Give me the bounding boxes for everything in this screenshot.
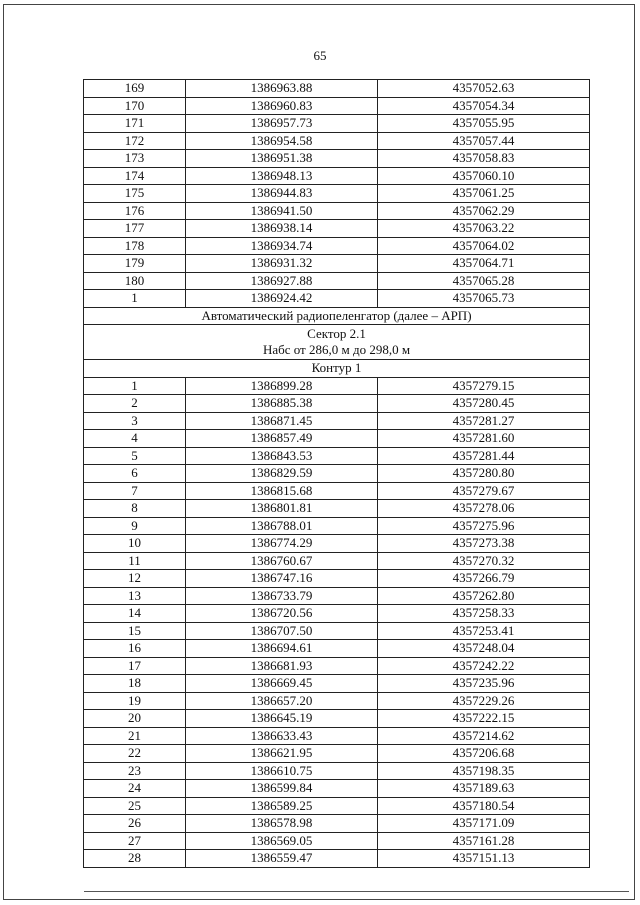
y-coordinate-cell: 4357262.80 — [378, 587, 590, 605]
y-coordinate-cell: 4357229.26 — [378, 692, 590, 710]
y-coordinate-cell: 4357266.79 — [378, 570, 590, 588]
y-coordinate-cell: 4357275.96 — [378, 517, 590, 535]
y-coordinate-cell: 4357062.29 — [378, 202, 590, 220]
table-row — [84, 150, 590, 168]
point-number-cell: 169 — [84, 80, 186, 98]
x-coordinate-cell: 1386720.56 — [186, 605, 378, 623]
x-coordinate-cell: 1386857.49 — [186, 430, 378, 448]
table-row — [84, 710, 590, 728]
table-row — [84, 675, 590, 693]
y-coordinate-cell: 4357198.35 — [378, 762, 590, 780]
x-coordinate-cell: 1386927.88 — [186, 272, 378, 290]
point-number-cell: 14 — [84, 605, 186, 623]
x-coordinate-cell: 1386829.59 — [186, 465, 378, 483]
table-row — [84, 395, 590, 413]
sector-title: Сектор 2.1 — [307, 325, 366, 341]
point-number-cell: 172 — [84, 132, 186, 150]
x-coordinate-cell: 1386899.28 — [186, 377, 378, 395]
point-number-cell: 1 — [84, 377, 186, 395]
point-number-cell: 179 — [84, 255, 186, 273]
x-coordinate-cell: 1386788.01 — [186, 517, 378, 535]
point-number-cell: 26 — [84, 815, 186, 833]
point-number-cell: 24 — [84, 780, 186, 798]
point-number-cell: 175 — [84, 185, 186, 203]
x-coordinate-cell: 1386934.74 — [186, 237, 378, 255]
table-row — [84, 517, 590, 535]
table-row — [84, 202, 590, 220]
coordinates-rows-after — [84, 377, 590, 867]
table-row — [84, 237, 590, 255]
point-number-cell: 22 — [84, 745, 186, 763]
table-row — [84, 482, 590, 500]
table-row — [84, 762, 590, 780]
x-coordinate-cell: 1386694.61 — [186, 640, 378, 658]
y-coordinate-cell: 4357270.32 — [378, 552, 590, 570]
y-coordinate-cell: 4357063.22 — [378, 220, 590, 238]
point-number-cell: 23 — [84, 762, 186, 780]
point-number-cell: 173 — [84, 150, 186, 168]
y-coordinate-cell: 4357278.06 — [378, 500, 590, 518]
table-row — [84, 167, 590, 185]
point-number-cell: 3 — [84, 412, 186, 430]
x-coordinate-cell: 1386589.25 — [186, 797, 378, 815]
table-row — [84, 290, 590, 308]
table-row — [84, 220, 590, 238]
table-row — [84, 745, 590, 763]
table-row — [84, 622, 590, 640]
x-coordinate-cell: 1386578.98 — [186, 815, 378, 833]
x-coordinate-cell: 1386599.84 — [186, 780, 378, 798]
table-row — [84, 97, 590, 115]
page-number: 65 — [313, 48, 327, 63]
point-number-cell: 5 — [84, 447, 186, 465]
y-coordinate-cell: 4357206.68 — [378, 745, 590, 763]
x-coordinate-cell: 1386645.19 — [186, 710, 378, 728]
x-coordinate-cell: 1386760.67 — [186, 552, 378, 570]
y-coordinate-cell: 4357281.44 — [378, 447, 590, 465]
point-number-cell: 12 — [84, 570, 186, 588]
table-row — [84, 447, 590, 465]
table-row — [84, 255, 590, 273]
y-coordinate-cell: 4357061.25 — [378, 185, 590, 203]
table-row — [84, 657, 590, 675]
point-number-cell: 25 — [84, 797, 186, 815]
y-coordinate-cell: 4357281.60 — [378, 430, 590, 448]
table-row — [84, 832, 590, 850]
y-coordinate-cell: 4357279.67 — [378, 482, 590, 500]
y-coordinate-cell: 4357235.96 — [378, 675, 590, 693]
x-coordinate-cell: 1386774.29 — [186, 535, 378, 553]
y-coordinate-cell: 4357248.04 — [378, 640, 590, 658]
point-number-cell: 8 — [84, 500, 186, 518]
point-number-cell: 10 — [84, 535, 186, 553]
table-row — [84, 570, 590, 588]
table-row — [84, 185, 590, 203]
table-row — [84, 815, 590, 833]
y-coordinate-cell: 4357151.13 — [378, 850, 590, 868]
x-coordinate-cell: 1386944.83 — [186, 185, 378, 203]
y-coordinate-cell: 4357057.44 — [378, 132, 590, 150]
point-number-cell: 171 — [84, 115, 186, 133]
point-number-cell: 1 — [84, 290, 186, 308]
section-title: Автоматический радиопеленгатор (далее – АРП) — [84, 307, 590, 325]
y-coordinate-cell: 4357280.45 — [378, 395, 590, 413]
y-coordinate-cell: 4357054.34 — [378, 97, 590, 115]
table-row — [84, 430, 590, 448]
point-number-cell: 6 — [84, 465, 186, 483]
y-coordinate-cell: 4357222.15 — [378, 710, 590, 728]
table-row — [84, 272, 590, 290]
point-number-cell: 13 — [84, 587, 186, 605]
x-coordinate-cell: 1386633.43 — [186, 727, 378, 745]
sector-row — [84, 325, 590, 360]
y-coordinate-cell: 4357258.33 — [378, 605, 590, 623]
sector-cell — [84, 325, 590, 360]
table-row — [84, 377, 590, 395]
table-row — [84, 850, 590, 868]
x-coordinate-cell: 1386843.53 — [186, 447, 378, 465]
point-number-cell: 21 — [84, 727, 186, 745]
table-row — [84, 605, 590, 623]
x-coordinate-cell: 1386885.38 — [186, 395, 378, 413]
table-row — [84, 692, 590, 710]
y-coordinate-cell: 4357280.80 — [378, 465, 590, 483]
point-number-cell: 170 — [84, 97, 186, 115]
x-coordinate-cell: 1386957.73 — [186, 115, 378, 133]
y-coordinate-cell: 4357060.10 — [378, 167, 590, 185]
x-coordinate-cell: 1386621.95 — [186, 745, 378, 763]
point-number-cell: 11 — [84, 552, 186, 570]
table-row — [84, 552, 590, 570]
table-row — [84, 500, 590, 518]
y-coordinate-cell: 4357065.73 — [378, 290, 590, 308]
x-coordinate-cell: 1386931.32 — [186, 255, 378, 273]
point-number-cell: 9 — [84, 517, 186, 535]
section-header — [84, 307, 590, 377]
y-coordinate-cell: 4357064.02 — [378, 237, 590, 255]
x-coordinate-cell: 1386733.79 — [186, 587, 378, 605]
table-row — [84, 587, 590, 605]
table-row — [84, 640, 590, 658]
y-coordinate-cell: 4357180.54 — [378, 797, 590, 815]
x-coordinate-cell: 1386951.38 — [186, 150, 378, 168]
x-coordinate-cell: 1386960.83 — [186, 97, 378, 115]
table-row — [84, 780, 590, 798]
point-number-cell: 15 — [84, 622, 186, 640]
point-number-cell: 176 — [84, 202, 186, 220]
section-title-row — [84, 307, 590, 325]
y-coordinate-cell: 4357273.38 — [378, 535, 590, 553]
y-coordinate-cell: 4357281.27 — [378, 412, 590, 430]
point-number-cell: 178 — [84, 237, 186, 255]
contour-title: Контур 1 — [84, 360, 590, 378]
point-number-cell: 4 — [84, 430, 186, 448]
y-coordinate-cell: 4357055.95 — [378, 115, 590, 133]
point-number-cell: 17 — [84, 657, 186, 675]
contour-row — [84, 360, 590, 378]
y-coordinate-cell: 4357279.15 — [378, 377, 590, 395]
table-row — [84, 727, 590, 745]
y-coordinate-cell: 4357052.63 — [378, 80, 590, 98]
x-coordinate-cell: 1386924.42 — [186, 290, 378, 308]
y-coordinate-cell: 4357171.09 — [378, 815, 590, 833]
coordinates-rows-before — [84, 80, 590, 308]
table-row — [84, 797, 590, 815]
x-coordinate-cell: 1386610.75 — [186, 762, 378, 780]
point-number-cell: 18 — [84, 675, 186, 693]
point-number-cell: 28 — [84, 850, 186, 868]
x-coordinate-cell: 1386559.47 — [186, 850, 378, 868]
point-number-cell: 180 — [84, 272, 186, 290]
y-coordinate-cell: 4357253.41 — [378, 622, 590, 640]
table-row — [84, 465, 590, 483]
x-coordinate-cell: 1386941.50 — [186, 202, 378, 220]
x-coordinate-cell: 1386669.45 — [186, 675, 378, 693]
point-number-cell: 20 — [84, 710, 186, 728]
x-coordinate-cell: 1386938.14 — [186, 220, 378, 238]
point-number-cell: 16 — [84, 640, 186, 658]
x-coordinate-cell: 1386569.05 — [186, 832, 378, 850]
coordinates-table — [83, 79, 590, 868]
x-coordinate-cell: 1386707.50 — [186, 622, 378, 640]
y-coordinate-cell: 4357242.22 — [378, 657, 590, 675]
height-range: Набс от 286,0 м до 298,0 м — [262, 342, 411, 357]
y-coordinate-cell: 4357189.63 — [378, 780, 590, 798]
x-coordinate-cell: 1386681.93 — [186, 657, 378, 675]
y-coordinate-cell: 4357065.28 — [378, 272, 590, 290]
y-coordinate-cell: 4357064.71 — [378, 255, 590, 273]
point-number-cell: 2 — [84, 395, 186, 413]
table-row — [84, 132, 590, 150]
y-coordinate-cell: 4357214.62 — [378, 727, 590, 745]
x-coordinate-cell: 1386815.68 — [186, 482, 378, 500]
x-coordinate-cell: 1386801.81 — [186, 500, 378, 518]
x-coordinate-cell: 1386657.20 — [186, 692, 378, 710]
y-coordinate-cell: 4357161.28 — [378, 832, 590, 850]
x-coordinate-cell: 1386747.16 — [186, 570, 378, 588]
point-number-cell: 19 — [84, 692, 186, 710]
table-row — [84, 535, 590, 553]
x-coordinate-cell: 1386948.13 — [186, 167, 378, 185]
table-row — [84, 115, 590, 133]
footer-line — [84, 891, 629, 892]
y-coordinate-cell: 4357058.83 — [378, 150, 590, 168]
point-number-cell: 27 — [84, 832, 186, 850]
table-row — [84, 80, 590, 98]
x-coordinate-cell: 1386871.45 — [186, 412, 378, 430]
point-number-cell: 174 — [84, 167, 186, 185]
x-coordinate-cell: 1386963.88 — [186, 80, 378, 98]
point-number-cell: 7 — [84, 482, 186, 500]
x-coordinate-cell: 1386954.58 — [186, 132, 378, 150]
table-row — [84, 412, 590, 430]
point-number-cell: 177 — [84, 220, 186, 238]
